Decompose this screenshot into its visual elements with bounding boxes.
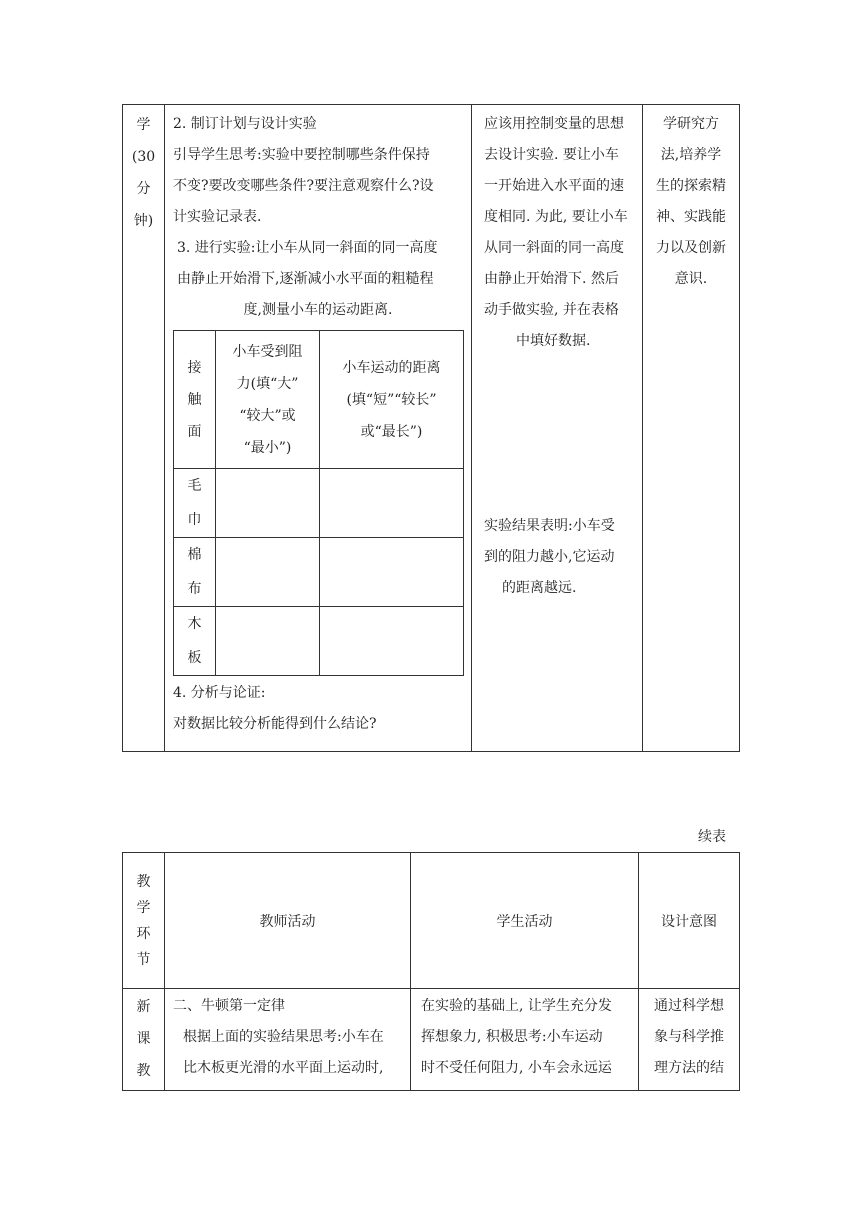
teacher-line: 计实验记录表. <box>173 209 262 225</box>
student-line: 去设计实验. 要让小车 <box>484 147 619 163</box>
design-intent-cell <box>643 105 740 752</box>
teacher-line: 不变?要改变哪些条件?要注意观察什么?设 <box>173 178 434 194</box>
distance-cell <box>320 607 464 676</box>
intent-line: 神、实践能 <box>656 209 726 225</box>
header-design-intent: 设计意图 <box>639 853 740 989</box>
student-line: 一开始进入水平面的速 <box>484 178 624 194</box>
section-column: 新 课 教 <box>123 989 165 1091</box>
experiment-record-table <box>173 330 464 676</box>
table-row <box>174 538 464 607</box>
section-char: (30 <box>131 149 156 165</box>
intent-line: 法,培养学 <box>660 147 722 163</box>
intent-line: 生的探索精 <box>656 178 726 194</box>
teacher-line: 引导学生思考:实验中要控制哪些条件保持 <box>173 147 430 163</box>
student-activity-cell <box>411 989 639 1091</box>
section-char: 学 <box>136 117 151 133</box>
student-line: 到的阻力越小,它运动 <box>484 549 615 565</box>
student-activity-cell <box>472 105 643 752</box>
continued-label: 续表 <box>698 829 726 845</box>
student-line: 从同一斜面的同一高度 <box>484 240 624 256</box>
record-header-distance: 小车运动的距离 (填“短”“较长” 或“最长”) <box>320 331 464 469</box>
section-char: 钟) <box>133 213 154 229</box>
student-line: 中填好数据. <box>516 333 591 349</box>
record-header-surface: 接 触 面 <box>174 331 216 469</box>
student-line: 挥想象力, 积极思考:小车运动 <box>421 1029 603 1045</box>
table-row <box>174 469 464 538</box>
intent-line: 通过科学想 <box>654 998 724 1014</box>
distance-cell <box>320 538 464 607</box>
teacher-line: 对数据比较分析能得到什么结论? <box>173 716 377 732</box>
teacher-line: 3. 进行实验:让小车从同一斜面的同一高度 <box>177 240 438 256</box>
surface-name: 毛 巾 <box>174 469 216 538</box>
table-row <box>174 607 464 676</box>
section-column <box>123 105 165 752</box>
teacher-line: 比木板更光滑的水平面上运动时, <box>183 1060 384 1076</box>
student-line: 在实验的基础上, 让学生充分发 <box>421 998 612 1014</box>
teacher-line: 2. 制订计划与设计实验 <box>173 116 317 132</box>
lesson-table-part2 <box>122 852 740 1091</box>
design-intent-cell <box>639 989 740 1091</box>
intent-line: 理方法的结 <box>654 1060 724 1076</box>
record-header-force: 小车受到阻 力(填“大” “较大”或 “最小”) <box>216 331 320 469</box>
student-line: 应该用控制变量的思想 <box>484 116 624 132</box>
header-section: 教 学 环 节 <box>123 853 165 989</box>
surface-name: 棉 布 <box>174 538 216 607</box>
teacher-line: 根据上面的实验结果思考:小车在 <box>183 1029 384 1045</box>
header-teacher-activity: 教师活动 <box>165 853 411 989</box>
lesson-table-part1 <box>122 104 740 752</box>
section-char: 分 <box>136 181 151 197</box>
student-line: 时不受任何阻力, 小车会永远运 <box>421 1060 612 1076</box>
teacher-activity-cell <box>165 105 472 752</box>
student-line: 的距离越远. <box>502 580 577 596</box>
force-cell <box>216 469 320 538</box>
student-line: 实验结果表明:小车受 <box>484 518 615 534</box>
teacher-activity-cell <box>165 989 411 1091</box>
force-cell <box>216 607 320 676</box>
student-line: 由静止开始滑下. 然后 <box>484 271 619 287</box>
student-line: 度相同. 为此, 要让小车 <box>484 209 628 225</box>
intent-line: 力以及创新 <box>656 240 726 256</box>
intent-line: 意识. <box>674 271 708 287</box>
distance-cell <box>320 469 464 538</box>
intent-line: 学研究方 <box>663 116 719 132</box>
teacher-line: 二、牛顿第一定律 <box>173 998 285 1014</box>
teacher-line: 4. 分析与论证: <box>173 685 266 701</box>
header-student-activity: 学生活动 <box>411 853 639 989</box>
student-line: 动手做实验, 并在表格 <box>484 302 619 318</box>
intent-line: 象与科学推 <box>654 1029 724 1045</box>
surface-name: 木 板 <box>174 607 216 676</box>
teacher-line: 由静止开始滑下,逐渐减小水平面的粗糙程 <box>177 271 434 287</box>
force-cell <box>216 538 320 607</box>
teacher-line: 度,测量小车的运动距离. <box>243 302 393 318</box>
